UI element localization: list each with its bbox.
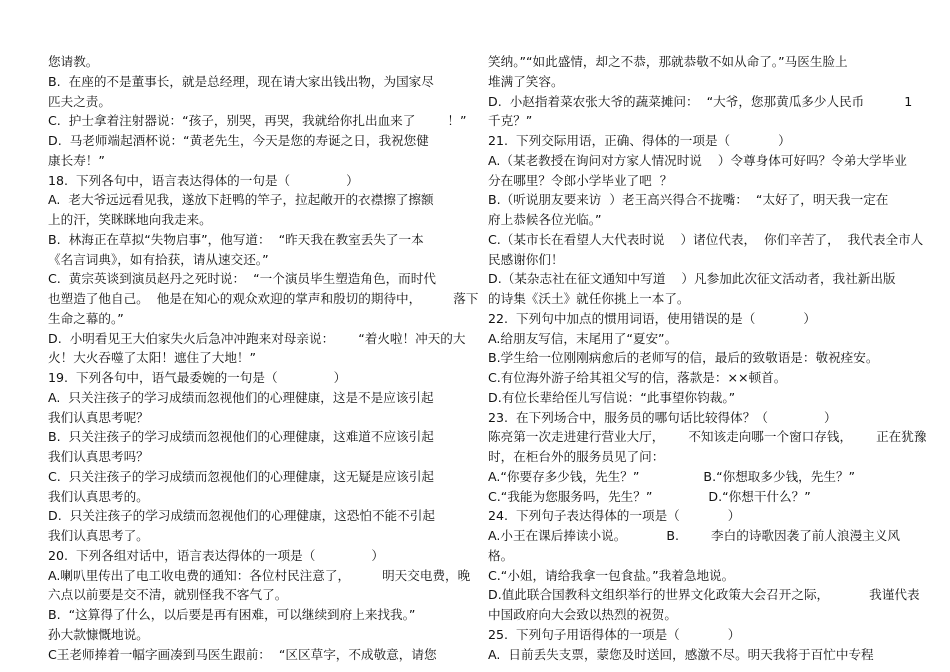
text-line: 分在哪里？令郎小学毕业了吧 ？ (488, 172, 673, 188)
text-line: 康长寿！” (48, 152, 105, 168)
text-line: 笑纳。”“如此盛情，却之不恭，那就恭敬不如从命了。”马医生脸上 (488, 54, 848, 69)
text-line: C.有位海外游子给其祖父写的信，落款是：××顿首。 (488, 370, 787, 385)
text-line: D.有位长辈给侄儿写信说：“此事望你钧裁。” (488, 389, 736, 405)
text-line: 我们认真思考了。 (48, 528, 149, 543)
text-line: 匹夫之责。 (48, 93, 111, 109)
text-line: C王老师捧着一幅字画凑到马医生跟前： “区区草字，不成敬意，请您 (48, 646, 437, 662)
text-line: 我们认真思考吗？ (48, 449, 149, 464)
text-line: 上的汗，笑眯眯地向我走来。 (48, 212, 212, 227)
text-line: C.“我能为您服务吗，先生？” D.“你想干什么？” (488, 488, 811, 504)
text-line: D. 小明看见王大伯家失火后急冲冲跑来对母亲说： “着火啦！冲天的大 (48, 330, 466, 346)
text-line: D.值此联合国教科文组织举行的世界文化政策大会召开之际， 我谨代表 (488, 587, 920, 603)
text-line: 格。 (488, 547, 514, 563)
text-line: 千克？” (488, 113, 533, 129)
text-line: 陈亮第一次走进建行营业大厅， 不知该走向哪一个窗口存钱， 正在犹豫 (488, 429, 927, 445)
text-line: A. 老大爷远远看见我，遂放下赶鸭的竿子，拉起敞开的衣襟擦了擦额 (48, 192, 434, 208)
text-line: B. 在座的不是董事长，就是总经理，现在请大家出钱出物，为国家尽 (48, 73, 434, 89)
text-line: D.（某杂志社在征文通知中写道 ）凡参加此次征文活动者，我社新出版 (488, 271, 896, 287)
text-line: B.（听说朋友要来访 ）老王高兴得合不拢嘴： “太好了，明天我一定在 (488, 192, 889, 208)
text-line: 25. 下列句子用语得体的一项是（ ） (488, 626, 741, 642)
text-line: 18. 下列各句中，语言表达得体的一句是（ ） (48, 172, 359, 188)
text-line: B.学生给一位刚刚病愈后的老师写的信，最后的致敬语是：敬祝痊安。 (488, 350, 879, 366)
text-line: D. 马老师端起酒杯说：“黄老先生，今天是您的寿诞之日，我祝您健 (48, 133, 429, 148)
text-line: 火！大火吞噬了太阳！遮住了大地！” (48, 350, 257, 366)
text-line: B. 只关注孩子的学习成绩而忽视他们的心理健康，这难道不应该引起 (48, 429, 434, 445)
text-line: 孙大款慷慨地说。 (48, 626, 149, 642)
text-line: 堆满了笑容。 (488, 73, 564, 89)
text-line: 我们认真思考的。 (48, 488, 149, 504)
text-line: 21. 下列交际用语，正确、得体的一项是（ ） (488, 133, 791, 148)
text-line: 中国政府向大会致以热烈的祝贺。 (488, 607, 677, 622)
text-line: A.喇叭里传出了电工收电费的通知：各位村民注意了， 明天交电费，晚 (48, 567, 471, 583)
text-line: 19. 下列各句中，语气最委婉的一句是（ ） (48, 370, 347, 385)
text-line: 20. 下列各组对话中，语言表达得体的一项是（ ） (48, 547, 384, 563)
text-line: 时，在柜台外的服务员见了问： (488, 449, 665, 464)
text-line: A.“你要存多少钱，先生？” B.“你想取多少钱，先生？” (488, 468, 856, 484)
text-line: 《名言词典》，如有拾获，请从速交还。” (48, 251, 269, 267)
text-line: A.（某老教授在询问对方家人情况时说 ）令尊身体可好吗？令弟大学毕业 (488, 152, 907, 168)
text-line: C. 只关注孩子的学习成绩而忽视他们的心理健康，这无疑是应该引起 (48, 468, 435, 484)
text-line: 22. 下列句中加点的惯用词语，使用错误的是（ ） (488, 310, 816, 326)
text-line: A.给朋友写信，末尾用了“夏安”。 (488, 330, 678, 346)
text-line: 您请教。 (48, 54, 99, 69)
text-line: 也塑造了他自己。 他是在知心的观众欢迎的掌声和殷切的期待中， 落下 (48, 291, 479, 306)
text-line: 生命之幕的。” (48, 310, 124, 326)
text-line: D. 只关注孩子的学习成绩而忽视他们的心理健康，这恐怕不能不引起 (48, 508, 435, 524)
text-line: C. 护士拿着注射器说：“孩子，别哭，再哭，我就给你扎出血来了 ！” (48, 113, 467, 129)
text-line: D. 小赵指着菜农张大爷的蔬菜摊问： “大爷，您那黄瓜多少人民币 1 (488, 93, 913, 109)
text-line: B. 林海正在草拟“失物启事”，他写道： “昨天我在教室丢失了一本 (48, 231, 424, 247)
text-line: 六点以前要是交不清，就别怪我不客气了。 (48, 587, 288, 603)
text-line: A.小王在课后捧读小说。 B. 李白的诗歌因袭了前人浪漫主义风 (488, 528, 900, 543)
text-line: 民感谢你们！ (488, 251, 564, 267)
text-line: 我们认真思考呢？ (48, 409, 149, 425)
text-line: C.“小姐，请给我拿一包食盐。”我着急地说。 (488, 567, 735, 583)
text-line: 24. 下列句子表达得体的一项是（ ） (488, 508, 741, 524)
text-line: C.（某市长在看望人大代表时说 ）诸位代表， 你们辛苦了， 我代表全市人 (488, 231, 924, 247)
text-line: B. “这算得了什么，以后要是再有困难，可以继续到府上来找我。” (48, 607, 416, 622)
text-line: 的诗集《沃土》就任你挑上一本了。 (488, 291, 690, 306)
text-line: A. 只关注孩子的学习成绩而忽视他们的心理健康，这是不是应该引起 (48, 389, 434, 405)
text-line: 23. 在下列场合中，服务员的哪句话比较得体？（ ） (488, 409, 837, 425)
text-line: 府上恭候各位光临。” (488, 212, 602, 227)
text-line: C. 黄宗英谈到演员赵丹之死时说： “一个演员毕生塑造角色，而时代 (48, 271, 436, 287)
text-line: A. 日前丢失支票，蒙您及时送回，感激不尽。明天我将于百忙中专程 (488, 646, 874, 662)
